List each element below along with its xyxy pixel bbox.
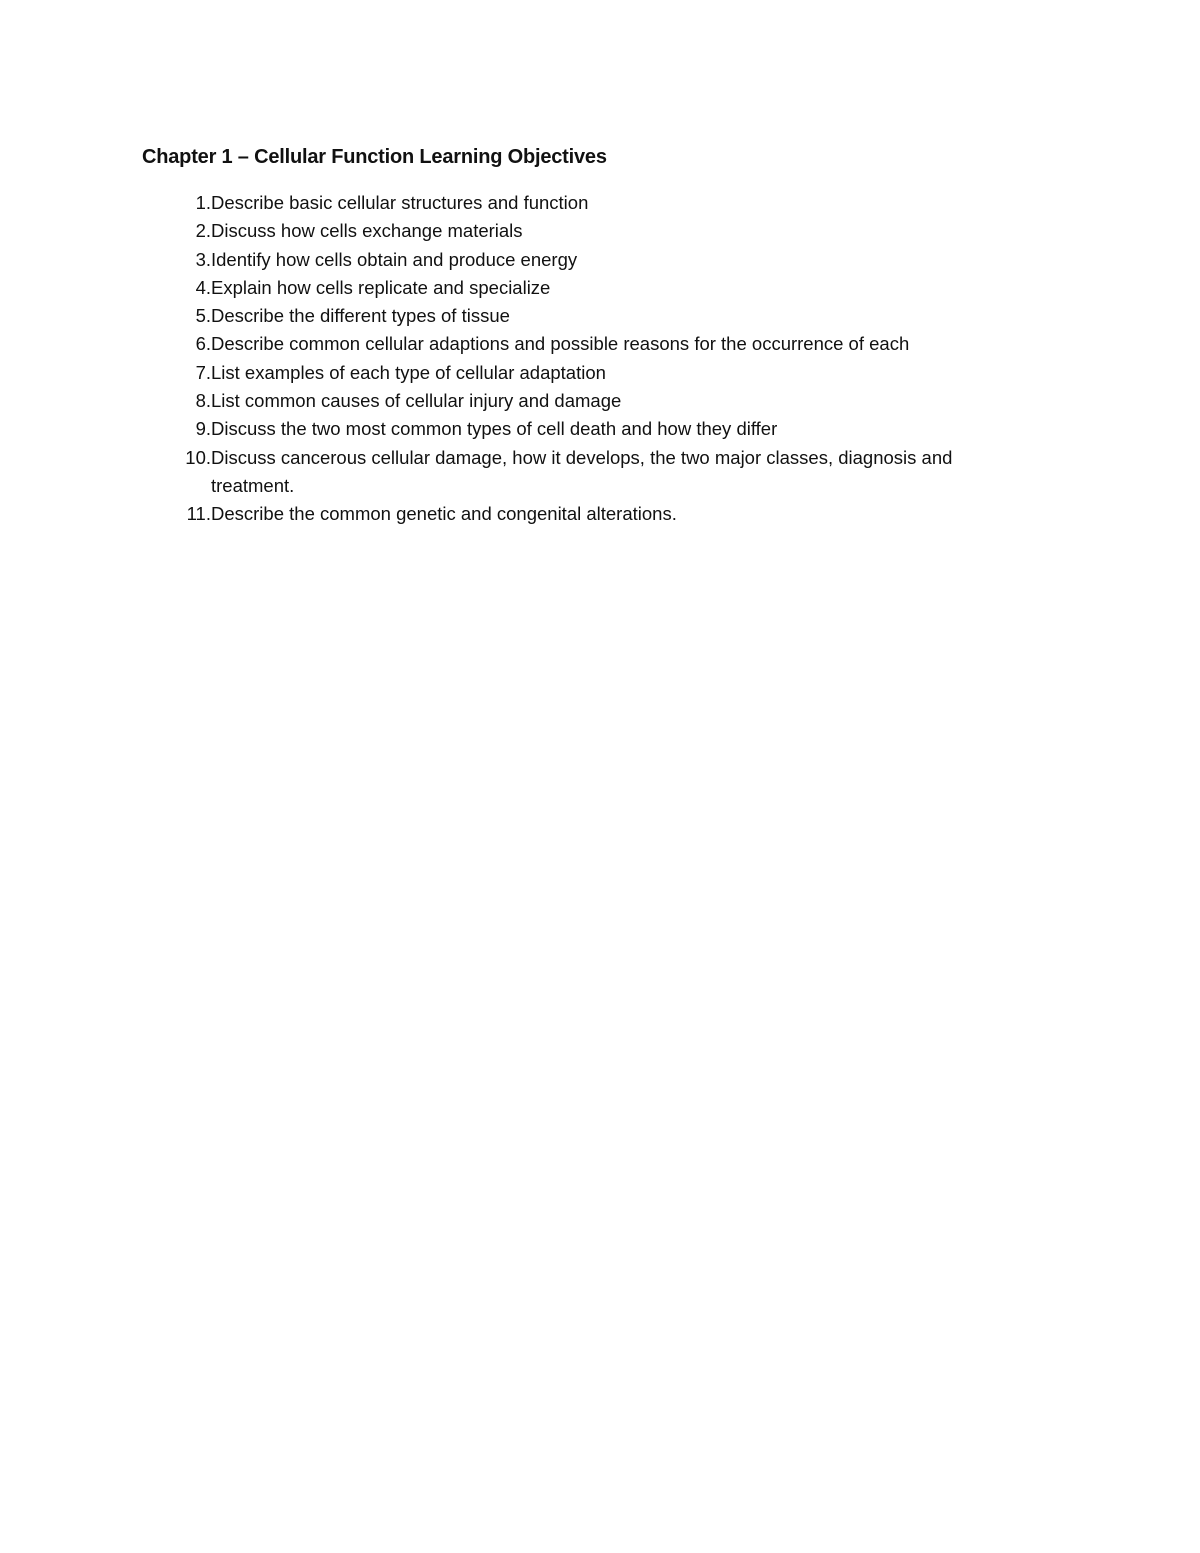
objective-item bbox=[160, 302, 1040, 330]
objective-item bbox=[160, 217, 1040, 245]
objective-number: 3. bbox=[195, 248, 211, 270]
objective-number: 1. bbox=[195, 192, 211, 213]
objective-text: Discuss how cells exchange materials bbox=[211, 220, 523, 242]
objective-item bbox=[160, 246, 1040, 274]
objective-number: 5. bbox=[195, 305, 211, 327]
objective-item bbox=[160, 500, 1040, 528]
objective-text: Describe common cellular adaptions and possible reasons for the occurrence of each bbox=[211, 333, 910, 355]
objective-item bbox=[160, 330, 1040, 358]
objective-number: 7. bbox=[195, 361, 211, 383]
objective-item bbox=[160, 189, 1040, 217]
document-title: Chapter 1 – Cellular Function Learning Objectives bbox=[142, 146, 607, 168]
objective-text: Discuss the two most common types of cell death and how they differ bbox=[211, 418, 778, 440]
objective-text: Describe the common genetic and congenital alterations. bbox=[211, 503, 677, 525]
objective-text: Describe basic cellular structures and function bbox=[211, 192, 589, 213]
objective-text: List examples of each type of cellular adaptation bbox=[211, 361, 606, 383]
objective-item bbox=[160, 359, 1040, 387]
objective-item bbox=[160, 415, 1040, 443]
learning-objectives-list bbox=[160, 189, 1040, 529]
objective-number: 2. bbox=[195, 220, 211, 242]
objective-number: 8. bbox=[195, 390, 211, 412]
objective-item bbox=[160, 274, 1040, 302]
objective-text: Explain how cells replicate and specialize bbox=[211, 276, 551, 298]
objective-number: 9. bbox=[195, 418, 211, 440]
objective-text: Describe the different types of tissue bbox=[211, 305, 510, 327]
objective-item bbox=[160, 444, 1040, 501]
objective-text: Discuss cancerous cellular damage, how it develops, the two major classes, diagnosis and treatment. bbox=[211, 446, 953, 496]
objective-text: Identify how cells obtain and produce energy bbox=[211, 248, 578, 270]
objective-item bbox=[160, 387, 1040, 415]
objective-number: 6. bbox=[195, 333, 211, 355]
objective-number: 4. bbox=[195, 276, 211, 298]
objective-number: 10. bbox=[185, 446, 211, 468]
objective-text: List common causes of cellular injury and damage bbox=[211, 390, 622, 412]
objective-number: 11. bbox=[186, 503, 211, 525]
